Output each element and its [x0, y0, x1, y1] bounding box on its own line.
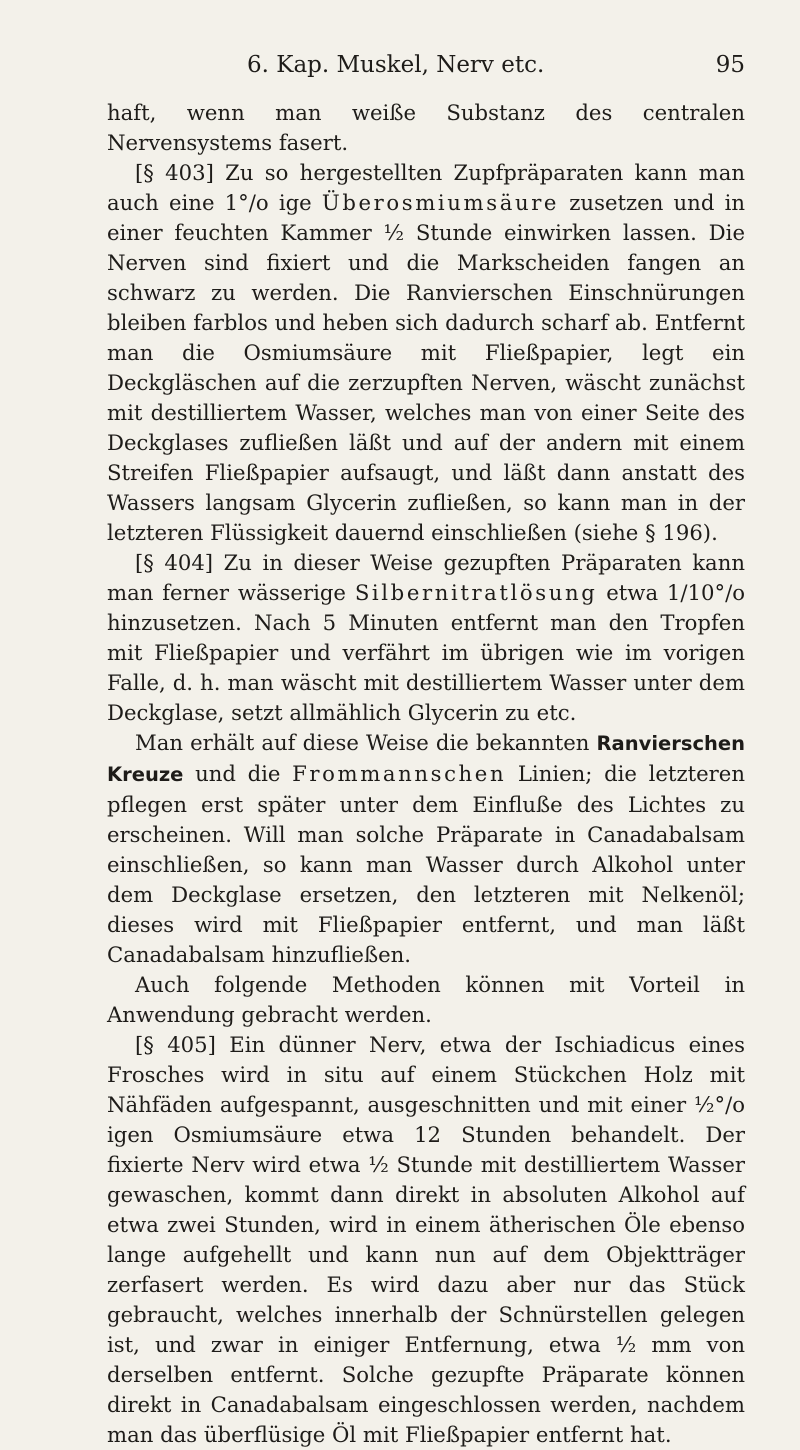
- paragraph-text: Zu in dieser Weise gezupften Präparaten kann man ferner wässerige: [107, 550, 745, 605]
- paragraph-403: [107, 158, 745, 548]
- emphasis-term: Frommannschen: [292, 761, 507, 786]
- paragraph-text: zusetzen und in einer feuchten Kammer ½ Stunde einwirken lassen. Die Nerven sind fixiert und die Markscheiden fangen an schwarz zu werden. Die Ranvierschen Einschnürungen bleiben farblos und heben sich dadurch scharf ab. Entfernt man die Osmiumsäure mit Fließpapier, legt ein Deckgläschen auf die zerzupften Nerven, wäscht zunächst mit destilliertem Wasser, welches man von einer Seite des Deckglases zufließen läßt und auf der andern mit einem Streifen Fließpapier aufsaugt, und läßt dann anstatt des Wassers langsam Glycerin zufließen, so kann man in der letzteren Flüssigkeit dauernd einschließen (siehe § 196).: [107, 190, 746, 545]
- paragraph-text: Zu so hergestellten Zupfpräparaten kann man auch eine 1°/o ige: [107, 160, 745, 215]
- paragraph-continuation: [107, 98, 745, 158]
- paragraph-text: und die: [195, 761, 281, 786]
- paragraph-text: Linien; die letzteren pflegen erst später unter dem Einfluße des Lichtes zu erscheinen. Will man solche Präparate in Canadabalsam einschließen, so kann man Wasser durch Alkohol unter dem Deckglase ersetzen, den letzteren mit Nelkenöl; dieses wird mit Fließpapier entfernt, und man läßt Canadabalsam hinzufließen.: [107, 761, 745, 967]
- bold-term: Ranvierschen Kreuze: [107, 732, 745, 786]
- section-ref: [§ 403]: [135, 160, 214, 185]
- section-ref: [§ 405]: [135, 1032, 216, 1057]
- page-number: 95: [715, 52, 745, 78]
- body-text: [107, 98, 745, 1450]
- running-title: 6. Kap. Muskel, Nerv etc.: [247, 52, 545, 78]
- paragraph-text: Auch folgende Methoden können mit Vorteil in Anwendung gebracht werden.: [107, 972, 745, 1027]
- emphasis-term: Überosmiumsäure: [321, 190, 560, 215]
- paragraph-text: Ein dünner Nerv, etwa der Ischiadicus eines Frosches wird in situ auf einem Stückchen Holz mit Nähfäden aufgespannt, ausgeschnitten und mit einer ½°/o igen Osmiumsäure etwa 12 Stunden behandelt. Der fixierte Nerv wird etwa ½ Stunde mit destilliertem Wasser gewaschen, kommt dann direkt in absoluten Alkohol auf etwa zwei Stunden, wird in einem ätherischen Öle ebenso lange aufgehellt und kann nun auf dem Objektträger zerfasert werden. Es wird dazu aber nur das Stück gebraucht, welches innerhalb der Schnürstellen gelegen ist, und zwar in einiger Entfernung, etwa ½ mm von derselben entfernt. Solche gezupfte Präparate können direkt in Canadabalsam eingeschlossen werden, nachdem man das überflüsige Öl mit Fließpapier entfernt hat.: [107, 1032, 745, 1447]
- paragraph-text: Man erhält auf diese Weise die bekannten: [135, 730, 590, 755]
- section-ref: [§ 404]: [135, 550, 214, 575]
- paragraph-405: [107, 1030, 745, 1450]
- running-header: [107, 52, 745, 82]
- paragraph-kreuze: [107, 728, 745, 970]
- emphasis-term: Silbernitratlösung: [354, 580, 598, 605]
- paragraph-methods-intro: [107, 970, 745, 1030]
- paragraph-404: [107, 548, 745, 728]
- paragraph-text: haft, wenn man weiße Substanz des centralen Nervensystems fasert.: [107, 100, 745, 155]
- paragraph-text: etwa 1/10°/o hinzusetzen. Nach 5 Minuten entfernt man den Tropfen mit Fließpapier und verfährt im übrigen wie im vorigen Falle, d. h. man wäscht mit destilliertem Wasser unter dem Deckglase, setzt allmählich Glycerin zu etc.: [107, 580, 745, 725]
